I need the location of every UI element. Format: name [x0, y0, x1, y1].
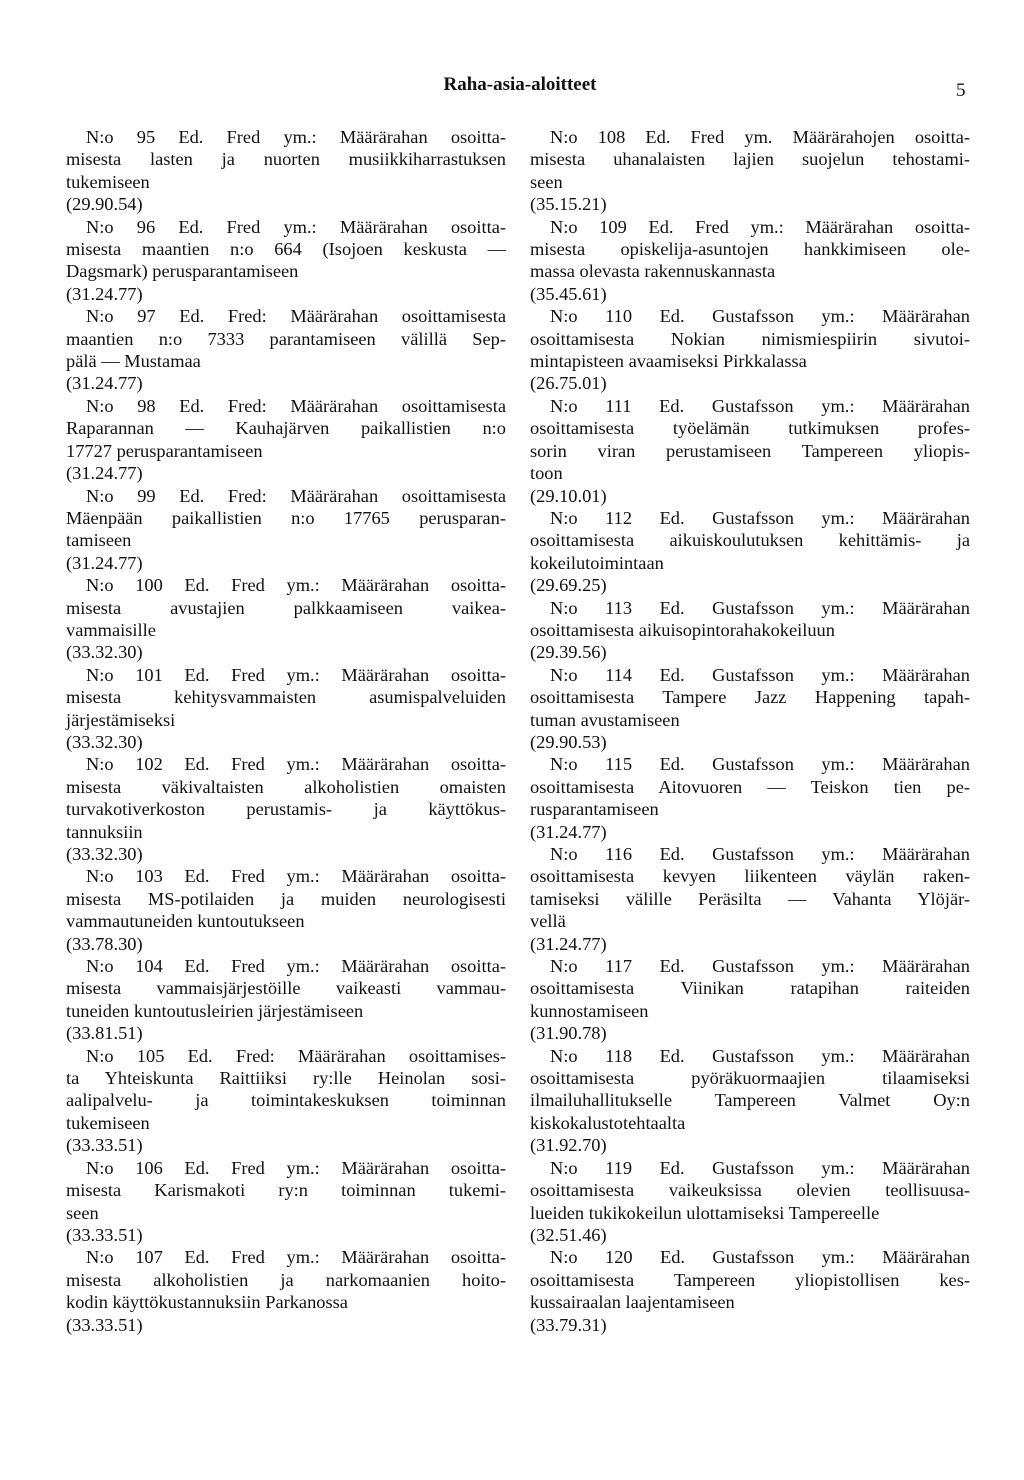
- motion-text-line: sorin viran perustamiseen Tampereen yliopis-: [530, 440, 970, 461]
- motion-text-line: N:o 109 Ed. Fred ym.: Määrärahan osoitta-: [550, 216, 970, 237]
- motion-text-line: osoittamisesta kevyen liikenteen väylän raken-: [530, 866, 970, 887]
- motion-entry: [530, 664, 970, 754]
- motion-text-line: misesta MS-potilaiden ja muiden neurologisesti: [66, 888, 506, 909]
- motion-entry: [66, 1246, 506, 1336]
- motion-text-line: tuman avustamiseen: [530, 709, 680, 730]
- page-number: 5: [956, 80, 966, 101]
- budget-item-code: (31.90.78): [530, 1023, 607, 1044]
- motion-entry: [530, 305, 970, 395]
- motion-text-line: kiskokalustotehtaalta: [530, 1112, 686, 1133]
- budget-item-code: (32.51.46): [530, 1224, 607, 1245]
- budget-item-code: (29.90.53): [530, 731, 607, 752]
- motion-text-line: seen: [530, 171, 563, 192]
- motion-text-line: ta Yhteiskunta Raittiiksi ry:lle Heinolan sosi-: [66, 1068, 506, 1089]
- motion-entry: [66, 1045, 506, 1157]
- motion-entry: [530, 395, 970, 507]
- motion-text-line: tannuksiin: [66, 821, 143, 842]
- motion-text-line: misesta alkoholistien ja narkomaanien hoito-: [66, 1269, 506, 1290]
- motion-text-line: N:o 103 Ed. Fred ym.: Määrärahan osoitta-: [86, 866, 506, 887]
- motion-text-line: tukemiseen: [66, 171, 150, 192]
- motion-text-line: N:o 99 Ed. Fred: Määrärahan osoittamisesta: [86, 485, 506, 506]
- motion-text-line: vammaisille: [66, 619, 156, 640]
- budget-item-code: (33.78.30): [66, 933, 143, 954]
- motion-text-line: N:o 98 Ed. Fred: Määrärahan osoittamisesta: [86, 395, 506, 416]
- motion-text-line: misesta opiskelija-asuntojen hankkimiseen ole-: [530, 239, 970, 260]
- motion-text-line: N:o 95 Ed. Fred ym.: Määrärahan osoitta-: [86, 127, 506, 147]
- motion-text-line: N:o 119 Ed. Gustafsson ym.: Määrärahan: [550, 1157, 970, 1178]
- motion-text-line: misesta maantien n:o 664 (Isojoen keskusta —: [66, 239, 506, 260]
- motion-entry: [530, 216, 970, 306]
- page-header: [0, 74, 1024, 104]
- motion-text-line: vellä: [530, 911, 566, 932]
- left-column: [66, 126, 506, 1336]
- motion-text-line: aalipalvelu- ja toimintakeskuksen toiminnan: [66, 1090, 506, 1111]
- budget-item-code: (33.33.51): [66, 1224, 143, 1245]
- motion-entry: [530, 753, 970, 843]
- motion-text-line: järjestämiseksi: [66, 709, 176, 730]
- motion-text-line: pälä — Mustamaa: [66, 351, 201, 372]
- budget-item-code: (31.24.77): [66, 373, 143, 394]
- motion-text-line: misesta avustajien palkkaamiseen vaikea-: [66, 597, 506, 618]
- motion-text-line: massa olevasta rakennuskannasta: [530, 261, 776, 282]
- motion-text-line: N:o 105 Ed. Fred: Määrärahan osoittamises-: [86, 1045, 506, 1066]
- motion-entry: [530, 1157, 970, 1247]
- motion-entry: [530, 843, 970, 955]
- budget-item-code: (33.33.51): [66, 1314, 143, 1335]
- motion-entry: [66, 753, 506, 865]
- motion-text-line: N:o 113 Ed. Gustafsson ym.: Määrärahan: [550, 597, 970, 618]
- motion-text-line: N:o 111 Ed. Gustafsson ym.: Määrärahan: [550, 395, 970, 416]
- motion-text-line: osoittamisesta työelämän tutkimuksen profes-: [530, 418, 970, 439]
- motion-text-line: kokeilutoimintaan: [530, 552, 664, 573]
- budget-item-code: (31.24.77): [66, 463, 143, 484]
- budget-item-code: (33.32.30): [66, 731, 143, 752]
- motion-entry: [66, 216, 506, 306]
- motion-entry: [66, 574, 506, 664]
- budget-item-code: (33.81.51): [66, 1023, 143, 1044]
- motion-text-line: N:o 112 Ed. Gustafsson ym.: Määrärahan: [550, 507, 970, 528]
- budget-item-code: (35.15.21): [530, 194, 607, 215]
- budget-item-code: (26.75.01): [530, 373, 607, 394]
- running-title: Raha-asia-aloitteet: [443, 74, 597, 95]
- motion-text-line: N:o 96 Ed. Fred ym.: Määrärahan osoitta-: [86, 216, 506, 237]
- motion-text-line: kussairaalan laajentamiseen: [530, 1292, 735, 1313]
- motion-text-line: N:o 100 Ed. Fred ym.: Määrärahan osoitta-: [86, 575, 506, 596]
- motion-text-line: osoittamisesta vaikeuksissa olevien teollisuusa-: [530, 1180, 970, 1201]
- motion-text-line: tamiseen: [66, 530, 132, 551]
- motion-entry: [530, 597, 970, 664]
- motion-text-line: misesta kehitysvammaisten asumispalveluiden: [66, 687, 506, 708]
- motion-text-line: Raparannan — Kauhajärven paikallistien n:o: [66, 418, 506, 439]
- motion-text-line: N:o 116 Ed. Gustafsson ym.: Määrärahan: [550, 844, 970, 864]
- budget-item-code: (31.24.77): [530, 821, 607, 842]
- motion-text-line: osoittamisesta Tampere Jazz Happening tapah-: [530, 687, 970, 708]
- motion-entry: [66, 865, 506, 955]
- motion-entry: [66, 126, 506, 216]
- motion-entry: [530, 126, 970, 216]
- motion-text-line: tukemiseen: [66, 1112, 150, 1133]
- budget-item-code: (33.79.31): [530, 1314, 607, 1335]
- motion-text-line: N:o 104 Ed. Fred ym.: Määrärahan osoitta-: [86, 956, 506, 977]
- motion-text-line: seen: [66, 1202, 99, 1223]
- motion-text-line: Dagsmark) perusparantamiseen: [66, 261, 299, 282]
- motion-text-line: misesta Karismakoti ry:n toiminnan tukemi-: [66, 1180, 506, 1201]
- budget-item-code: (31.92.70): [530, 1135, 607, 1156]
- motion-text-line: turvakotiverkoston perustamis- ja käyttökus-: [66, 799, 506, 820]
- budget-item-code: (33.32.30): [66, 642, 143, 663]
- motion-entry: [66, 395, 506, 485]
- motion-text-line: tamiseksi välille Peräsilta — Vahanta Ylöjär-: [530, 888, 970, 909]
- motion-text-line: osoittamisesta aikuisopintorahakokeiluun: [530, 619, 835, 640]
- motion-text-line: toon: [530, 463, 563, 484]
- motion-text-line: N:o 110 Ed. Gustafsson ym.: Määrärahan: [550, 306, 970, 327]
- motion-text-line: misesta uhanalaisten lajien suojelun tehostami-: [530, 149, 970, 170]
- motion-text-line: osoittamisesta pyöräkuormaajien tilaamiseksi: [530, 1068, 970, 1089]
- motion-text-line: N:o 118 Ed. Gustafsson ym.: Määrärahan: [550, 1045, 970, 1066]
- motion-text-line: N:o 114 Ed. Gustafsson ym.: Määrärahan: [550, 664, 970, 685]
- budget-item-code: (29.10.01): [530, 485, 607, 506]
- motion-text-line: lueiden tukikokeilun ulottamiseksi Tampereelle: [530, 1202, 880, 1223]
- motion-text-line: N:o 102 Ed. Fred ym.: Määrärahan osoitta-: [86, 754, 506, 775]
- budget-item-code: (31.24.77): [530, 933, 607, 954]
- motion-text-line: vammautuneiden kuntoutukseen: [66, 911, 305, 932]
- budget-item-code: (29.69.25): [530, 575, 607, 596]
- motion-text-line: N:o 115 Ed. Gustafsson ym.: Määrärahan: [550, 754, 970, 775]
- motion-text-line: N:o 120 Ed. Gustafsson ym.: Määrärahan: [550, 1247, 970, 1268]
- budget-item-code: (31.24.77): [66, 552, 143, 573]
- motion-text-line: N:o 97 Ed. Fred: Määrärahan osoittamisesta: [86, 306, 506, 327]
- motion-text-line: N:o 101 Ed. Fred ym.: Määrärahan osoitta-: [86, 664, 506, 685]
- motion-text-line: osoittamisesta Tampereen yliopistollisen kes-: [530, 1269, 970, 1290]
- motion-text-line: kunnostamiseen: [530, 1000, 649, 1021]
- motion-entry: [66, 485, 506, 575]
- motion-entry: [530, 955, 970, 1045]
- motion-entry: [530, 1246, 970, 1336]
- budget-item-code: (33.33.51): [66, 1135, 143, 1156]
- motion-text-line: tuneiden kuntoutusleirien järjestämiseen: [66, 1000, 364, 1021]
- motion-text-line: misesta lasten ja nuorten musiikkiharrastuksen: [66, 149, 506, 170]
- motion-text-line: misesta väkivaltaisten alkoholistien omaisten: [66, 776, 506, 797]
- motion-text-line: Mäenpään paikallistien n:o 17765 perusparan-: [66, 507, 506, 528]
- motion-entry: [66, 664, 506, 754]
- motion-text-line: rusparantamiseen: [530, 799, 659, 820]
- motion-text-line: maantien n:o 7333 parantamiseen välillä Sep-: [66, 328, 506, 349]
- motion-entry: [66, 305, 506, 395]
- motion-text-line: osoittamisesta Aitovuoren — Teiskon tien pe-: [530, 776, 970, 797]
- motion-text-line: mintapisteen avaamiseksi Pirkkalassa: [530, 351, 807, 372]
- motion-text-line: N:o 107 Ed. Fred ym.: Määrärahan osoitta-: [86, 1247, 506, 1268]
- motion-text-line: osoittamisesta aikuiskoulutuksen kehittämis- ja: [530, 530, 970, 551]
- budget-item-code: (29.90.54): [66, 194, 143, 215]
- motion-entry: [530, 507, 970, 597]
- motion-text-line: N:o 117 Ed. Gustafsson ym.: Määrärahan: [550, 956, 970, 977]
- budget-item-code: (29.39.56): [530, 642, 607, 663]
- motion-text-line: osoittamisesta Nokian nimismiespiirin sivutoi-: [530, 328, 970, 349]
- budget-item-code: (31.24.77): [66, 283, 143, 304]
- motion-text-line: misesta vammaisjärjestöille vaikeasti vammau-: [66, 978, 506, 999]
- budget-item-code: (33.32.30): [66, 844, 143, 864]
- motion-text-line: 17727 perusparantamiseen: [66, 440, 263, 461]
- motion-text-line: N:o 108 Ed. Fred ym. Määrärahojen osoitta-: [550, 127, 970, 147]
- motion-text-line: kodin käyttökustannuksiin Parkanossa: [66, 1292, 348, 1313]
- motion-entry: [66, 955, 506, 1045]
- motion-text-line: ilmailuhallitukselle Tampereen Valmet Oy:n: [530, 1090, 970, 1111]
- motion-entry: [66, 1157, 506, 1247]
- budget-item-code: (35.45.61): [530, 283, 607, 304]
- motion-entry: [530, 1045, 970, 1157]
- motion-text-line: N:o 106 Ed. Fred ym.: Määrärahan osoitta-: [86, 1157, 506, 1178]
- motion-text-line: osoittamisesta Viinikan ratapihan raiteiden: [530, 978, 970, 999]
- right-column: [530, 126, 970, 1336]
